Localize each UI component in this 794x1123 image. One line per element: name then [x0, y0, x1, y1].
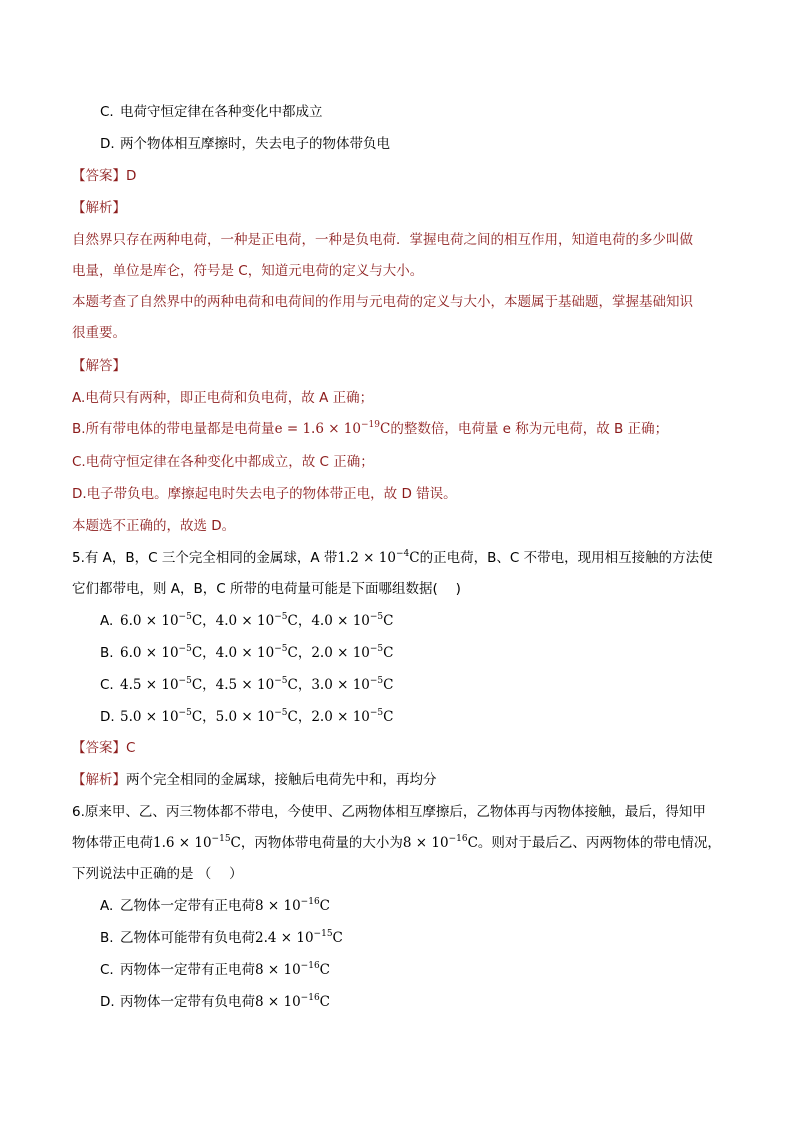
exponent: −16	[300, 897, 320, 907]
exponent: −5	[274, 708, 288, 718]
q6-option-a	[100, 896, 330, 916]
option-letter: D.	[100, 994, 115, 1010]
option-text: 丙物体一定带有负电荷	[120, 994, 255, 1010]
option-text: 乙物体可能带有负电荷	[120, 930, 255, 946]
unit: C	[467, 835, 478, 851]
separator: ，	[202, 677, 216, 693]
q4-solution-d: D.电子带负电。摩擦起电时失去电子的物体带正电，故 D 错误。	[72, 486, 457, 502]
separator: ，	[297, 645, 312, 661]
option-c	[100, 102, 323, 122]
q6-option-d	[100, 992, 330, 1012]
unit: C	[191, 709, 203, 725]
exponent: −4	[395, 549, 410, 559]
option-text: 电荷守恒定律在各种变化中都成立	[120, 104, 323, 120]
option-letter: A.	[100, 898, 114, 914]
separator: ，	[202, 613, 216, 629]
value: 4.5 × 10	[120, 677, 179, 693]
option-letter: C.	[100, 104, 114, 120]
exponent: −15	[211, 834, 231, 844]
option-text: 两个物体相互摩擦时，失去电子的物体带负电	[120, 136, 390, 152]
separator: ，	[202, 645, 216, 661]
formula: 1.6 × 10	[153, 835, 212, 851]
exponent: −19	[361, 420, 380, 430]
value: 4.5 × 10	[215, 677, 275, 693]
option-letter: B.	[100, 930, 114, 946]
text: 。则对于最后乙、丙两物体的带电情况，	[477, 835, 721, 851]
unit: C	[409, 550, 420, 566]
q6-stem-line2	[72, 833, 721, 853]
option-letter: D.	[100, 709, 115, 725]
value: 5.0 × 10	[120, 709, 179, 725]
option-letter: A.	[100, 613, 114, 629]
exponent: −16	[300, 961, 320, 971]
exponent: −15	[313, 929, 333, 939]
unit: C	[383, 709, 394, 725]
unit: C	[230, 835, 241, 851]
option-letter: C.	[100, 962, 114, 978]
exponent: −5	[369, 708, 384, 718]
separator: ，	[297, 709, 312, 725]
answer-label: 【答案】	[72, 168, 126, 184]
analysis-text: 两个完全相同的金属球，接触后电荷先中和，再均分	[126, 772, 437, 788]
exponent: −5	[369, 644, 384, 654]
exponent: −5	[274, 612, 288, 622]
q4-analysis-line1: 自然界只存在两种电荷，一种是正电荷，一种是负电荷．掌握电荷之间的相互作用，知道电荷的多少叫做	[72, 232, 693, 248]
q5-stem-line2: 它们都带电，则 A，B，C 所带的电荷量可能是下面哪组数据( )	[72, 581, 461, 597]
unit: C	[383, 613, 394, 629]
unit: C	[191, 613, 203, 629]
exponent: −5	[178, 612, 192, 622]
exponent: −16	[300, 993, 320, 1003]
value: 4.0 × 10	[215, 613, 275, 629]
unit: C	[287, 709, 298, 725]
answer-value: C	[126, 740, 136, 756]
exponent: −5	[369, 612, 384, 622]
q4-solution-label: 【解答】	[72, 358, 126, 374]
unit: C	[287, 613, 298, 629]
unit: C	[383, 677, 394, 693]
q4-solution-a: A.电荷只有两种，即正电荷和负电荷，故 A 正确；	[72, 390, 374, 406]
exponent: −5	[178, 676, 192, 686]
q4-analysis-line3: 本题考查了自然界中的两种电荷和电荷间的作用与元电荷的定义与大小，本题属于基础题，掌握基础知识	[72, 294, 693, 310]
separator: ，	[297, 677, 312, 693]
answer-value: D	[126, 168, 137, 184]
q6-option-b	[100, 928, 343, 948]
option-d	[100, 134, 390, 154]
separator: ，	[297, 613, 312, 629]
q5-option-b	[100, 643, 394, 663]
text: 物体带正电荷	[72, 835, 153, 851]
exponent: −5	[369, 676, 384, 686]
unit: C	[332, 930, 343, 946]
text: ，丙物体带电荷量的大小为	[240, 835, 403, 851]
exponent: −5	[274, 644, 288, 654]
value: 2.0 × 10	[311, 709, 370, 725]
q5-answer	[72, 738, 135, 758]
option-letter: B.	[100, 645, 114, 661]
option-text: 丙物体一定带有正电荷	[120, 962, 255, 978]
formula: 8 × 10	[255, 994, 301, 1010]
analysis-label: 【解析】	[72, 772, 126, 788]
unit: C	[383, 645, 394, 661]
option-letter: C.	[100, 677, 114, 693]
q5-analysis	[72, 770, 437, 790]
exponent: −5	[178, 644, 192, 654]
value: 5.0 × 10	[215, 709, 275, 725]
text: 的正电荷，B、C 不带电，现用相互接触的方法使	[419, 550, 713, 566]
exponent: −16	[448, 834, 468, 844]
q6-stem-line1: 6.原来甲、乙、丙三物体都不带电，今使甲、乙两物体相互摩擦后，乙物体再与丙物体接触，最后，得知甲	[72, 804, 706, 820]
exponent: −5	[178, 708, 192, 718]
value: 3.0 × 10	[311, 677, 370, 693]
unit: C	[287, 677, 298, 693]
value: 6.0 × 10	[120, 645, 179, 661]
value: 4.0 × 10	[311, 613, 370, 629]
exponent: −5	[274, 676, 288, 686]
q4-solution-c: C.电荷守恒定律在各种变化中都成立，故 C 正确；	[72, 454, 374, 470]
option-letter: D.	[100, 136, 115, 152]
q5-option-c	[100, 675, 394, 695]
formula: 2.4 × 10	[255, 930, 314, 946]
text: 5.有 A，B，C 三个完全相同的金属球，A 带	[72, 550, 338, 566]
formula: 8 × 10	[402, 835, 449, 851]
option-text: 乙物体一定带有正电荷	[120, 898, 255, 914]
formula: e = 1.6 × 10	[274, 421, 361, 437]
value: 2.0 × 10	[311, 645, 370, 661]
q6-stem-line3: 下列说法中正确的是 （ ）	[72, 866, 243, 882]
q4-analysis-label: 【解析】	[72, 200, 126, 216]
q6-option-c	[100, 960, 330, 980]
q4-analysis-line2: 电量，单位是库仑，符号是 C，知道元电荷的定义与大小。	[72, 263, 424, 279]
answer-label: 【答案】	[72, 740, 126, 756]
value: 6.0 × 10	[120, 613, 179, 629]
q5-option-a	[100, 611, 394, 631]
unit: C	[319, 994, 331, 1010]
q4-analysis-line4: 很重要。	[72, 325, 126, 341]
q4-answer	[72, 166, 136, 186]
formula: 8 × 10	[255, 898, 301, 914]
unit: C	[319, 962, 331, 978]
text: B.所有带电体的带电量都是电荷量	[72, 421, 275, 437]
formula: 1.2 × 10	[337, 550, 396, 566]
formula: 8 × 10	[255, 962, 301, 978]
text: 的整数倍，电荷量 e 称为元电荷，故 B 正确；	[390, 421, 669, 437]
value: 4.0 × 10	[215, 645, 275, 661]
unit: C	[191, 677, 203, 693]
unit: C	[287, 645, 298, 661]
unit: C	[319, 898, 331, 914]
separator: ，	[202, 709, 216, 725]
q4-conclusion: 本题选不正确的，故选 D。	[72, 518, 236, 534]
q4-solution-b	[72, 419, 668, 439]
unit: C	[191, 645, 203, 661]
unit: C	[380, 421, 391, 437]
q5-option-d	[100, 707, 394, 727]
q5-stem-line1	[72, 548, 713, 568]
